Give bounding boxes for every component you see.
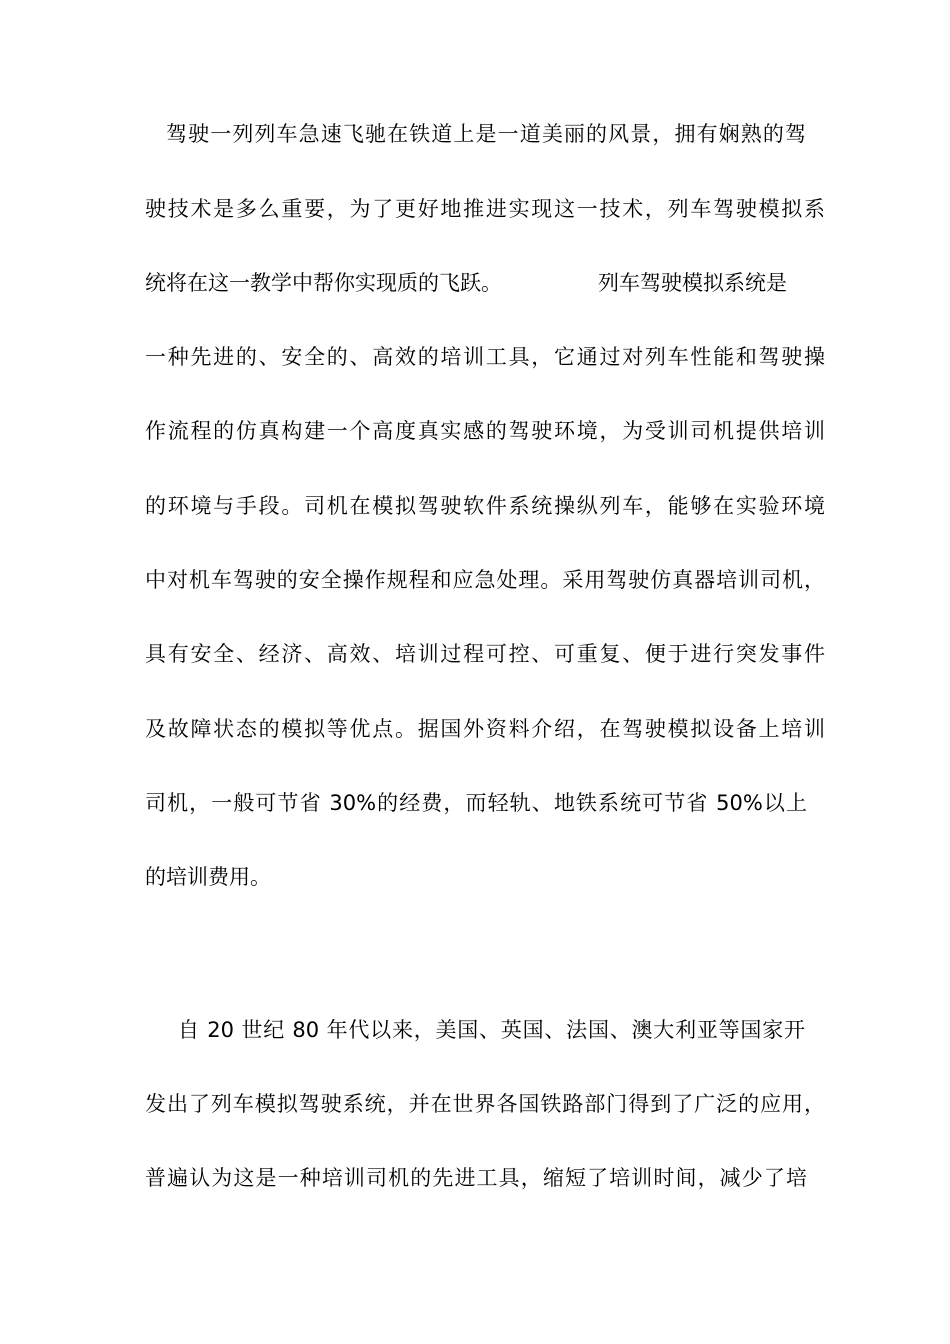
paragraph-line: 中对机车驾驶的安全操作规程和应急处理。采用驾驶仿真器培训司机， (145, 568, 825, 592)
paragraph-line: 驾驶一列列车急速飞驰在铁道上是一道美丽的风景，拥有娴熟的驾 (166, 122, 806, 146)
paragraph-line: 的环境与手段。司机在模拟驾驶软件系统操纵列车，能够在实验环境 (145, 494, 825, 518)
paragraph-line: 作流程的仿真构建一个高度真实感的驾驶环境，为受训司机提供培训 (145, 419, 825, 443)
paragraph-line: 驶技术是多么重要，为了更好地推进实现这一技术，列车驾驶模拟系 (145, 197, 825, 221)
paragraph-line: 自 20 世纪 80 年代以来，美国、英国、法国、澳大利亚等国家开 (178, 1018, 805, 1042)
paragraph-line: 一种先进的、安全的、高效的培训工具，它通过对列车性能和驾驶操 (145, 345, 825, 369)
paragraph-line-part: 统将在这一教学中帮你实现质的飞跃。 (145, 271, 502, 295)
paragraph-line: 普遍认为这是一种培训司机的先进工具，缩短了培训时间，减少了培 (145, 1166, 807, 1190)
paragraph-line-part: 列车驾驶模拟系统是 (598, 271, 787, 295)
paragraph-line: 司机，一般可节省 30%的经费，而轻轨、地铁系统可节省 50%以上 (145, 791, 807, 815)
paragraph-line-split (145, 265, 787, 301)
paragraph-line: 发出了列车模拟驾驶系统，并在世界各国铁路部门得到了广泛的应用， (145, 1092, 825, 1116)
paragraph-line: 的培训费用。 (145, 865, 271, 889)
paragraph-line: 及故障状态的模拟等优点。据国外资料介绍，在驾驶模拟设备上培训 (145, 717, 825, 741)
paragraph-line: 具有安全、经济、高效、培训过程可控、可重复、便于进行突发事件 (145, 642, 825, 666)
